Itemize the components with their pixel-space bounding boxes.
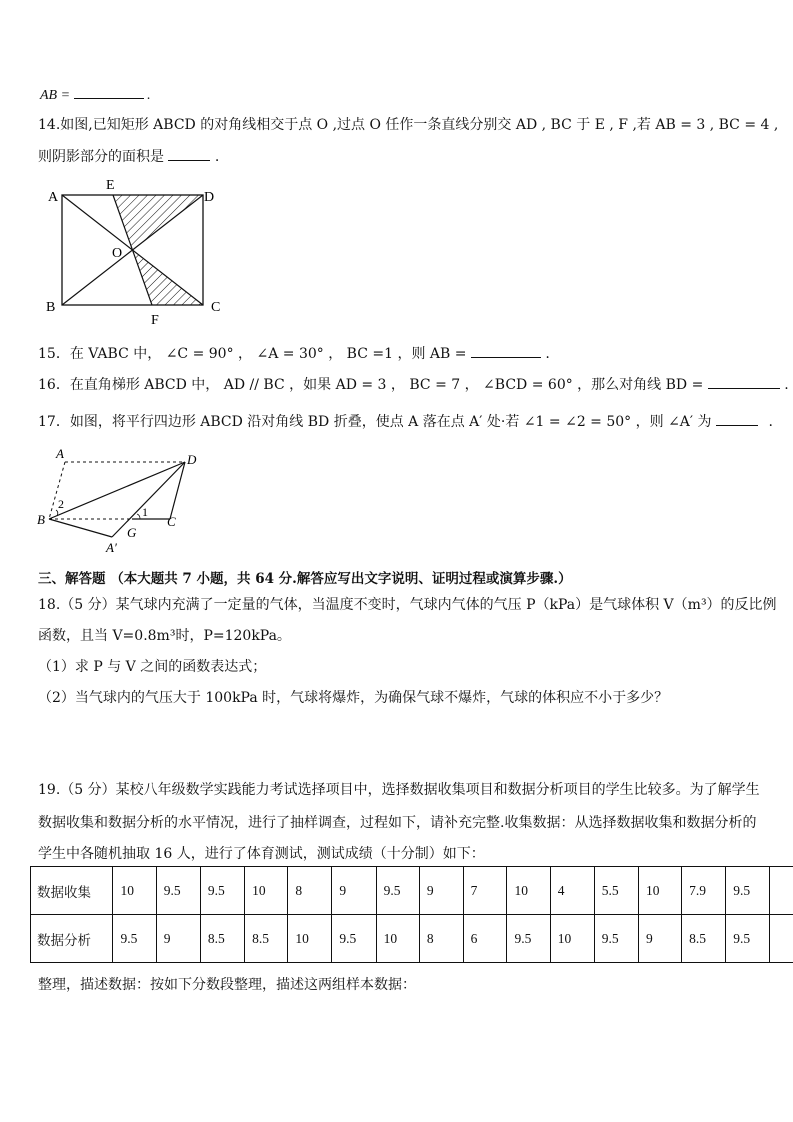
score-table	[30, 866, 793, 963]
table-cell: 10	[507, 867, 550, 915]
q18-line2: 函数，且当 V=0.8m³时，P=120kPa。	[38, 628, 291, 644]
table-cell: 8.5	[200, 915, 244, 963]
table-cell: 9.5	[200, 867, 244, 915]
label-a-prime: A′	[106, 540, 117, 555]
table-cell: 9.5	[726, 867, 770, 915]
table-cell: 8.5	[245, 915, 288, 963]
answer-blank[interactable]	[716, 411, 758, 426]
table-cell: 10	[638, 867, 681, 915]
table-cell: 9	[332, 867, 376, 915]
answer-blank[interactable]	[74, 84, 144, 99]
q14-line1: 14.如图,已知矩形 ABCD 的对角线相交于点 O ,过点 O 任作一条直线分别交 AD , BC 于 E , F ,若 AB = 3 , BC = 4 ,	[38, 117, 779, 133]
table-cell: 10	[288, 915, 332, 963]
table-cell: 6	[463, 915, 507, 963]
table-cell	[770, 915, 793, 963]
q17	[38, 411, 773, 431]
ab-label: AB =	[40, 88, 71, 103]
table-cell: 9	[419, 867, 463, 915]
q17-text: 17．如图，将平行四边形 ABCD 沿对角线 BD 折叠，使点 A 落在点 A′ 处·若 ∠1 = ∠2 = 50° ，则 ∠A′ 为	[38, 414, 712, 430]
label-d: D	[187, 452, 197, 467]
label-angle-2: 2	[58, 497, 64, 511]
q19-line1: 19.（5 分）某校八年级数学实践能力考试选择项目中，选择数据收集项目和数据分析项目的学生比较多。为了解学生	[38, 782, 760, 798]
table-cell	[770, 867, 793, 915]
period: .	[784, 377, 789, 393]
answer-blank[interactable]	[168, 146, 210, 161]
q19-line3: 学生中各随机抽取 16 人，进行了体育测试，测试成绩（十分制）如下：	[38, 846, 485, 862]
table-cell: 10	[376, 915, 419, 963]
table-cell: 8.5	[682, 915, 726, 963]
period: .	[545, 346, 550, 362]
row-label: 数据分析	[31, 915, 113, 963]
period: .	[768, 414, 773, 430]
table-cell: 9.5	[156, 867, 200, 915]
q15	[38, 343, 550, 363]
label-e: E	[106, 178, 115, 193]
table-row	[31, 915, 793, 963]
parallelogram-figure	[34, 444, 214, 559]
q19-line2: 数据收集和数据分析的水平情况，进行了抽样调查，过程如下，请补充完整.收集数据：从选择数据收集和数据分析的	[38, 815, 757, 831]
label-b: B	[46, 300, 56, 315]
label-a: A	[48, 190, 59, 205]
answer-blank[interactable]	[708, 374, 780, 389]
table-row	[31, 867, 793, 915]
rectangle-figure	[40, 175, 230, 330]
table-cell: 4	[550, 867, 594, 915]
label-b: B	[37, 512, 45, 527]
label-g: G	[127, 525, 137, 540]
table-cell: 10	[245, 867, 288, 915]
q18-line1: 18.（5 分）某气球内充满了一定量的气体，当温度不变时，气球内气体的气压 P（kPa）是气球体积 V（m³）的反比例	[38, 597, 777, 613]
q14-line2	[38, 146, 219, 166]
label-angle-1: 1	[142, 505, 148, 519]
table-cell: 9	[638, 915, 681, 963]
table-cell: 7	[463, 867, 507, 915]
q18-sub2: （2）当气球内的气压大于 100kPa 时，气球将爆炸，为确保气球不爆炸，气球的体积应不小于多少？	[38, 690, 669, 706]
table-cell: 9.5	[332, 915, 376, 963]
table-cell: 9.5	[376, 867, 419, 915]
period: .	[147, 88, 151, 103]
q19-after: 整理，描述数据：按如下分数段整理，描述这两组样本数据：	[38, 977, 416, 993]
q14-prompt: 则阴影部分的面积是	[38, 149, 164, 165]
label-d: D	[204, 190, 215, 205]
label-f: F	[151, 313, 159, 328]
q18-sub1: （1）求 P 与 V 之间的函数表达式；	[38, 659, 267, 675]
label-c: C	[211, 300, 221, 315]
q15-text: 15．在 VABC 中， ∠C = 90° ， ∠A = 30° ， BC =1 ，则 AB =	[38, 346, 467, 362]
ab-answer-line	[40, 84, 151, 104]
table-cell: 5.5	[594, 867, 638, 915]
table-cell: 8	[288, 867, 332, 915]
table-cell: 9	[156, 915, 200, 963]
label-o: O	[112, 246, 123, 261]
table-cell: 10	[113, 867, 156, 915]
label-a: A	[56, 446, 64, 461]
q16	[38, 374, 789, 394]
shaded-triangle-top	[113, 195, 203, 250]
table-cell: 9.5	[507, 915, 550, 963]
angle-1-arc	[137, 514, 140, 519]
table-cell: 10	[550, 915, 594, 963]
table-cell: 9.5	[594, 915, 638, 963]
table-cell: 9.5	[726, 915, 770, 963]
q16-text: 16．在直角梯形 ABCD 中， AD // BC ，如果 AD = 3 ， BC = 7 ， ∠BCD = 60° ，那么对角线 BD =	[38, 377, 704, 393]
table-cell: 9.5	[113, 915, 156, 963]
table-cell: 7.9	[682, 867, 726, 915]
label-c: C	[167, 514, 176, 529]
period: .	[214, 149, 220, 165]
diagonal-bd	[49, 462, 185, 519]
side-ba2	[49, 519, 112, 537]
row-label: 数据收集	[31, 867, 113, 915]
answer-blank[interactable]	[471, 343, 541, 358]
table-cell: 8	[419, 915, 463, 963]
section-3-heading: 三、解答题 （本大题共 7 小题，共 64 分.解答应写出文字说明、证明过程或演算步骤.）	[38, 571, 572, 587]
